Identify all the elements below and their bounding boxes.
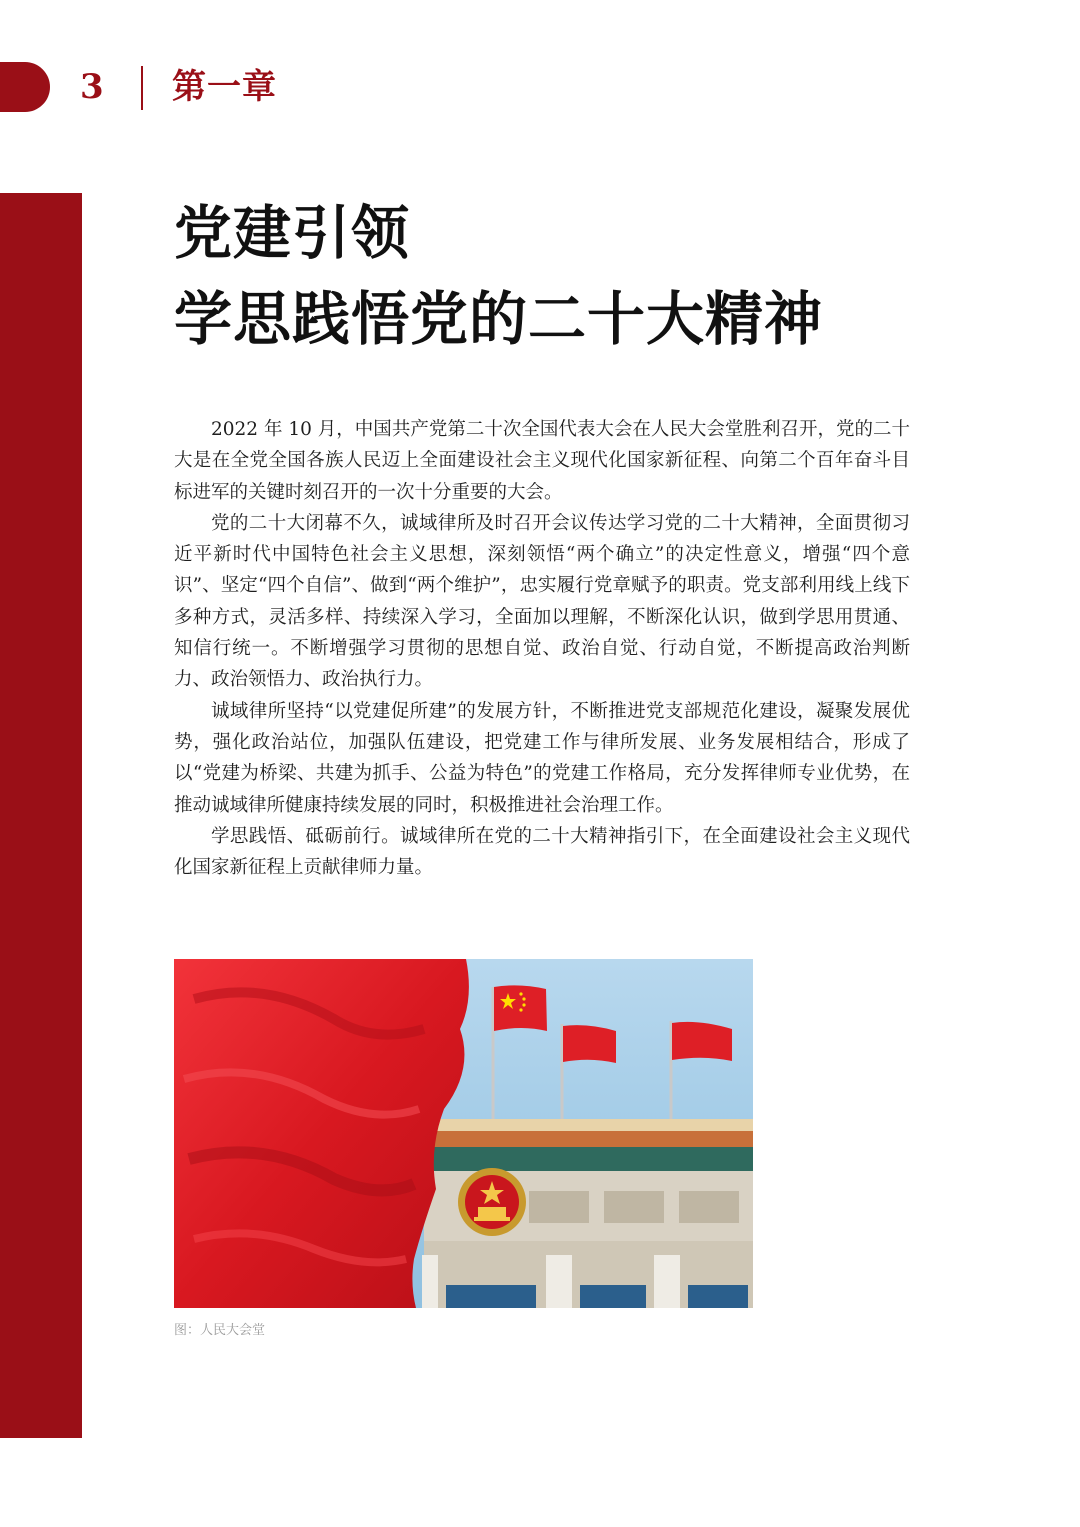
header-divider bbox=[141, 66, 143, 110]
window bbox=[446, 1285, 536, 1308]
chapter-label: 第一章 bbox=[172, 67, 277, 107]
title-line-1: 党建引领 bbox=[174, 199, 411, 267]
roof-edge bbox=[434, 1119, 753, 1131]
article-body bbox=[174, 414, 910, 883]
paragraph-3: 诚域律所坚持“以党建促所建”的发展方针，不断推进党支部规范化建设，凝聚发展优势，强化政治站位，加强队伍建设，把党建工作与律所发展、业务发展相结合，形成了以“党建为桥梁、共建为抓手、公益为特色”的党建工作格局，充分发挥律师专业优势，在推动诚域律所健康持续发展的同时，积极推进社会治理工作。 bbox=[174, 700, 910, 816]
page-title bbox=[174, 190, 823, 362]
paragraph-2: 党的二十大闭幕不久，诚域律所及时召开会议传达学习党的二十大精神，全面贯彻习近平新时代中国特色社会主义思想，深刻领悟“两个确立”的决定性意义，增强“四个意识”、坚定“四个自信”、做到“两个维护”，忠实履行党章赋予的职责。党支部利用线上线下多种方式，灵活多样、持续深入学习，全面加以理解，不断深化认识，做到学思用贯通、知信行统一。不断增强学习贯彻的思想自觉、政治自觉、行动自觉，不断提高政治判断力、政治领悟力、政治执行力。 bbox=[174, 512, 910, 691]
paragraph-1: 2022 年 10 月，中国共产党第二十次全国代表大会在人民大会堂胜利召开，党的二十大是在全党全国各族人民迈上全面建设社会主义现代化国家新征程、向第二个百年奋斗目标进军的关键时刻召开的一次十分重要的大会。 bbox=[174, 419, 910, 503]
red-flag bbox=[563, 1025, 616, 1063]
red-flag bbox=[672, 1022, 732, 1061]
column bbox=[422, 1255, 438, 1308]
facade-panel bbox=[679, 1191, 739, 1223]
paragraph-4: 学思践悟、砥砺前行。诚域律所在党的二十大精神指引下，在全面建设社会主义现代化国家新征程上贡献律师力量。 bbox=[174, 825, 910, 879]
page-tab-marker bbox=[0, 62, 50, 112]
window bbox=[580, 1285, 646, 1308]
facade-panel bbox=[529, 1191, 589, 1223]
roof-tiles bbox=[429, 1131, 753, 1147]
column bbox=[654, 1255, 680, 1308]
national-emblem bbox=[458, 1168, 526, 1236]
page-number: 3 bbox=[80, 67, 104, 107]
side-accent-bar bbox=[0, 193, 82, 1438]
roof-band bbox=[424, 1147, 753, 1171]
photo-illustration bbox=[174, 959, 753, 1308]
column bbox=[546, 1255, 572, 1308]
title-line-2: 学思践悟党的二十大精神 bbox=[174, 285, 824, 353]
window bbox=[688, 1285, 748, 1308]
facade-panel bbox=[604, 1191, 664, 1223]
national-flag bbox=[494, 985, 547, 1031]
great-hall-photo bbox=[174, 959, 753, 1308]
figure-caption: 图：人民大会堂 bbox=[174, 1323, 266, 1338]
